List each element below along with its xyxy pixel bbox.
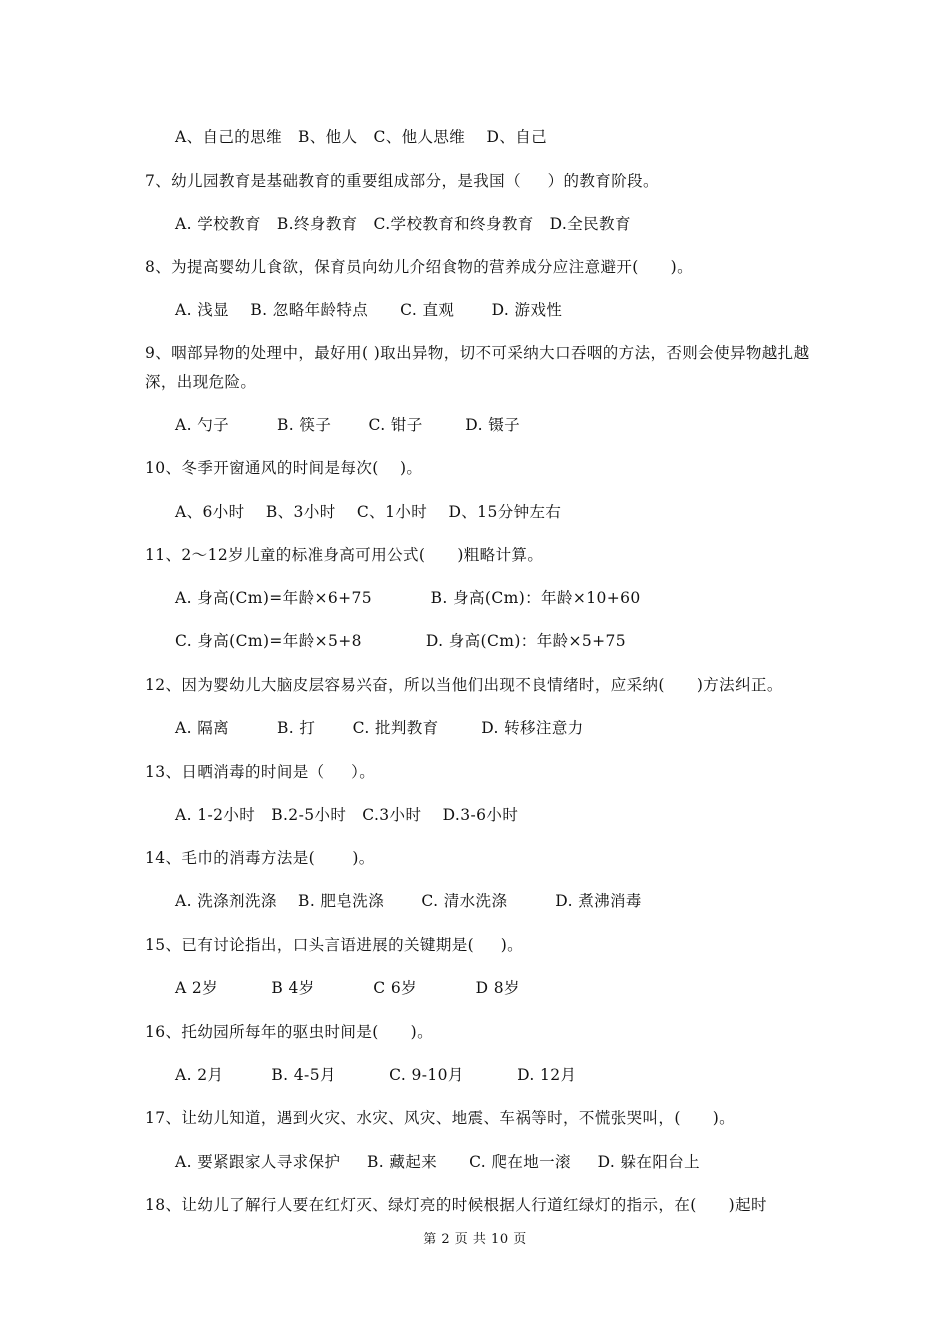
question-8-options: A. 浅显 B. 忽略年龄特点 C. 直观 D. 游戏性	[175, 301, 563, 319]
question-17: 17、让幼儿知道，遇到火灾、水灾、风灾、地震、车祸等时，不慌张哭叫，( )。	[145, 1109, 736, 1127]
question-15-options: A 2岁 B 4岁 C 6岁 D 8岁	[175, 979, 520, 997]
question-13: 13、日晒消毒的时间是（ ）。	[145, 763, 376, 781]
question-11-options-ab: A. 身高(Cm)=年龄×6+75 B. 身高(Cm)：年龄×10+60	[175, 589, 641, 607]
question-6-options: A、自己的思维 B、他人 C、他人思维 D、自己	[175, 128, 548, 146]
question-7-options: A. 学校教育 B.终身教育 C.学校教育和终身教育 D.全民教育	[175, 215, 631, 233]
question-11-options-cd: C. 身高(Cm)=年龄×5+8 D. 身高(Cm)：年龄×5+75	[175, 632, 627, 650]
question-16-options: A. 2月 B. 4-5月 C. 9-10月 D. 12月	[175, 1066, 577, 1084]
question-10: 10、冬季开窗通风的时间是每次( )。	[145, 459, 423, 477]
question-9-options: A. 勺子 B. 筷子 C. 钳子 D. 镊子	[175, 416, 521, 434]
question-11: 11、2～12岁儿童的标准身高可用公式( )粗略计算。	[145, 546, 544, 564]
question-13-options: A. 1-2小时 B.2-5小时 C.3小时 D.3-6小时	[175, 806, 519, 824]
page-footer: 第 2 页 共 10 页	[423, 1232, 527, 1247]
question-15: 15、已有讨论指出，口头言语进展的关键期是( )。	[145, 936, 524, 954]
question-12-options: A. 隔离 B. 打 C. 批判教育 D. 转移注意力	[175, 719, 584, 737]
question-10-options: A、6小时 B、3小时 C、1小时 D、15分钟左右	[175, 503, 562, 521]
question-8: 8、为提高婴幼儿食欲，保育员向幼儿介绍食物的营养成分应注意避开( )。	[145, 258, 694, 276]
question-16: 16、托幼园所每年的驱虫时间是( )。	[145, 1023, 433, 1041]
question-12: 12、因为婴幼儿大脑皮层容易兴奋，所以当他们出现不良情绪时，应采纳( )方法纠正。	[145, 676, 783, 694]
question-14-options: A. 洗涤剂洗涤 B. 肥皂洗涤 C. 清水洗涤 D. 煮沸消毒	[175, 892, 642, 910]
question-17-options: A. 要紧跟家人寻求保护 B. 藏起来 C. 爬在地一滚 D. 躲在阳台上	[175, 1153, 701, 1171]
question-9: 9、咽部异物的处理中，最好用( )取出异物，切不可采纳大口吞咽的方法，否则会使异物越扎越深，出现危险。	[145, 344, 810, 391]
question-18: 18、让幼儿了解行人要在红灯灭、绿灯亮的时候根据人行道红绿灯的指示，在( )起时	[145, 1196, 767, 1214]
question-7: 7、幼儿园教育是基础教育的重要组成部分，是我国（ ）的教育阶段。	[145, 172, 659, 190]
question-14: 14、毛巾的消毒方法是( )。	[145, 849, 375, 867]
